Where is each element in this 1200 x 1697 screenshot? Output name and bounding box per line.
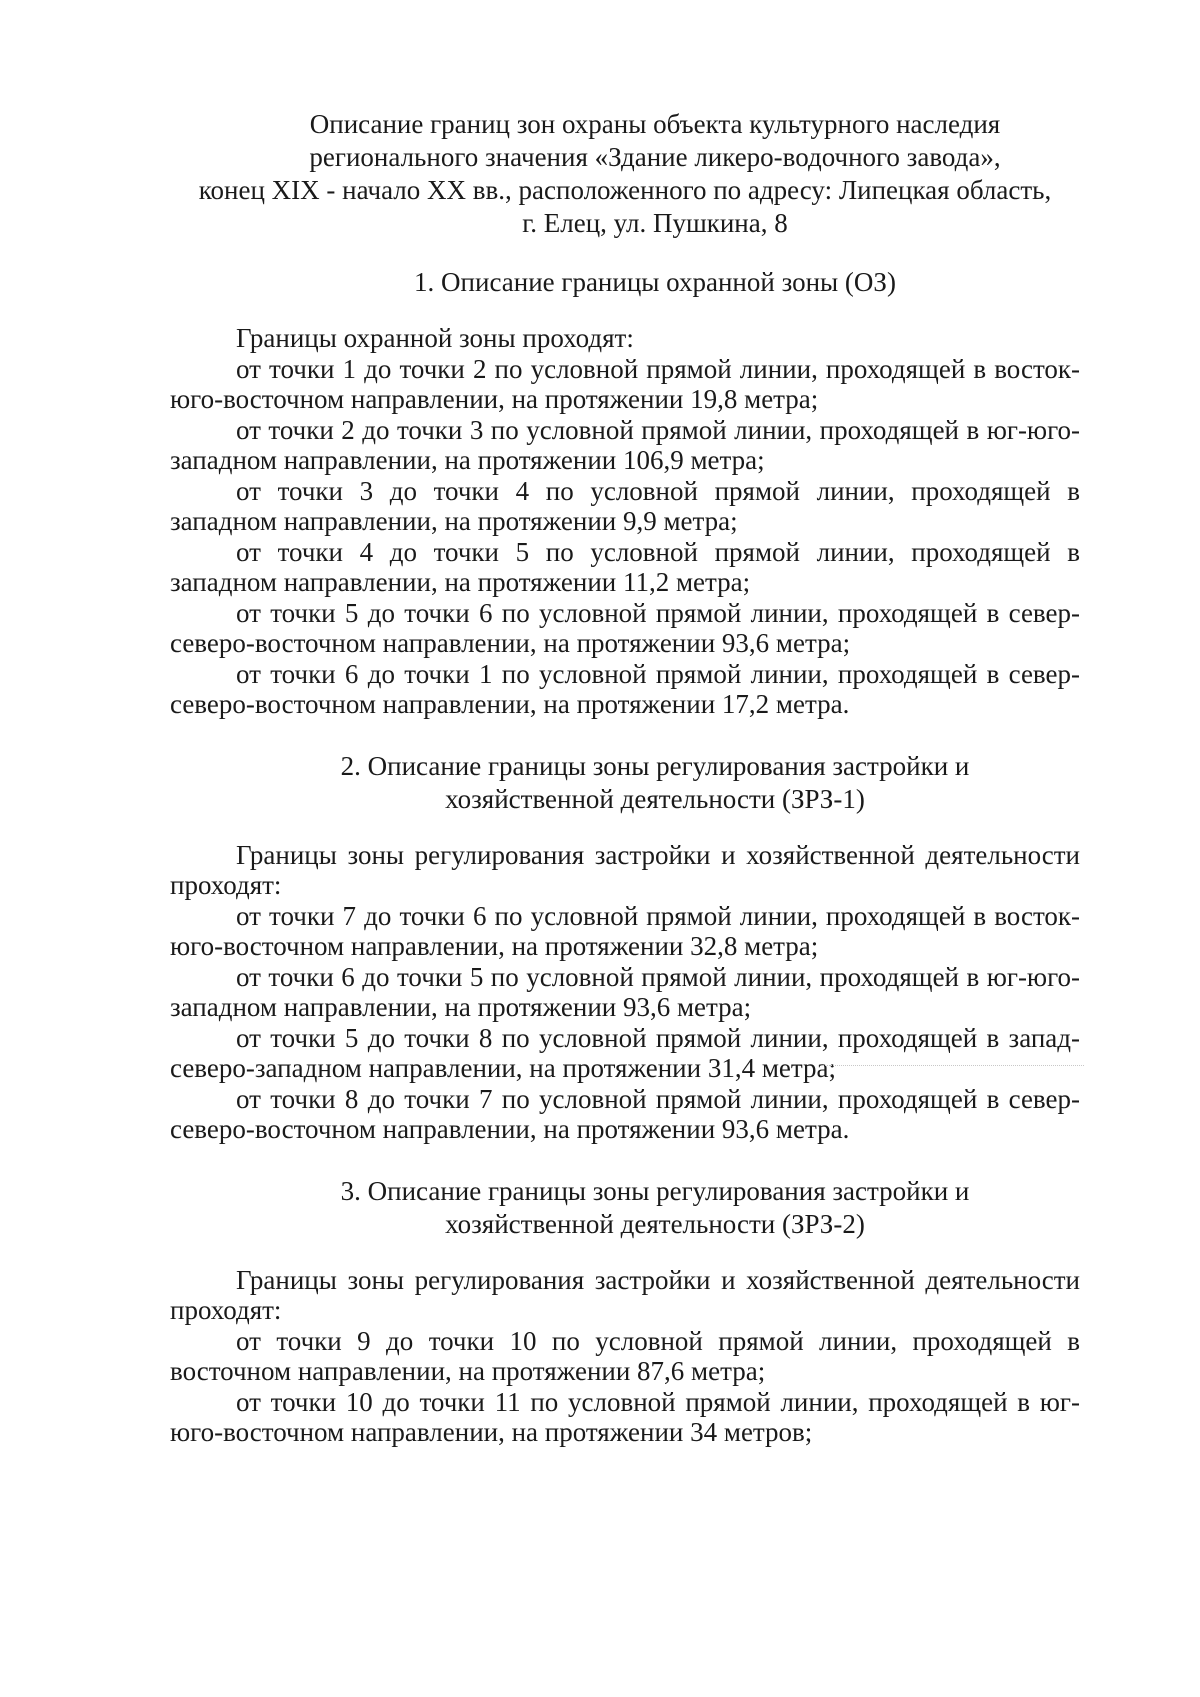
section-1-heading [170, 266, 1080, 299]
section-2-heading [170, 750, 1080, 816]
section-1-item: от точки 5 до точки 6 по условной прямой линии, проходящей в север-северо-восточном направлении, на протяжении 93,6 метра; [170, 597, 1080, 658]
document-title [170, 108, 1080, 240]
section-1-item: от точки 3 до точки 4 по условной прямой линии, проходящей в западном направлении, на протяжении 9,9 метра; [170, 475, 1080, 536]
section-heading-line: хозяйственной деятельности (ЗРЗ-1) [445, 783, 865, 814]
section-3-item: от точки 10 до точки 11 по условной прямой линии, проходящей в юг-юго-восточном направлении, на протяжении 34 метров; [170, 1386, 1080, 1447]
title-line: конец XIX - начало XX вв., расположенного по адресу: Липецкая область, [198, 175, 1052, 205]
section-heading-line: хозяйственной деятельности (ЗРЗ-2) [445, 1208, 865, 1239]
section-heading-line: 1. Описание границы охранной зоны (ОЗ) [414, 267, 896, 297]
section-3-intro: Границы зоны регулирования застройки и хозяйственной деятельности проходят: [170, 1264, 1080, 1325]
section-3-item: от точки 9 до точки 10 по условной прямой линии, проходящей в восточном направлении, на протяжении 87,6 метра; [170, 1325, 1080, 1386]
section-2-item: от точки 7 до точки 6 по условной прямой линии, проходящей в восток-юго-восточном направлении, на протяжении 32,8 метра; [170, 900, 1080, 961]
section-1-item: от точки 6 до точки 1 по условной прямой линии, проходящей в север-северо-восточном направлении, на протяжении 17,2 метра. [170, 658, 1080, 719]
section-2-item: от точки 6 до точки 5 по условной прямой линии, проходящей в юг-юго-западном направлении, на протяжении 93,6 метра; [170, 961, 1080, 1022]
section-1-item: от точки 1 до точки 2 по условной прямой линии, проходящей в восток-юго-восточном направлении, на протяжении 19,8 метра; [170, 353, 1080, 414]
title-line: Описание границ зон охраны объекта культурного наследия [309, 109, 1001, 139]
section-2-item: от точки 5 до точки 8 по условной прямой линии, проходящей в запад-северо-западном направлении, на протяжении 31,4 метра; [170, 1022, 1080, 1083]
section-3-heading [170, 1175, 1080, 1241]
section-heading-line: 3. Описание границы зоны регулирования застройки и [340, 1175, 970, 1206]
title-line: г. Елец, ул. Пушкина, 8 [522, 208, 788, 238]
scan-artifact-line [822, 1065, 1084, 1066]
title-line: регионального значения «Здание ликеро-водочного завода», [309, 142, 1001, 172]
section-heading-line: 2. Описание границы зоны регулирования застройки и [340, 750, 970, 781]
section-1-item: от точки 2 до точки 3 по условной прямой линии, проходящей в юг-юго-западном направлении, на протяжении 106,9 метра; [170, 414, 1080, 475]
section-1-intro: Границы охранной зоны проходят: [236, 323, 634, 353]
section-2-item: от точки 8 до точки 7 по условной прямой линии, проходящей в север-северо-восточном направлении, на протяжении 93,6 метра. [170, 1083, 1080, 1144]
section-1-item: от точки 4 до точки 5 по условной прямой линии, проходящей в западном направлении, на протяжении 11,2 метра; [170, 536, 1080, 597]
section-2-intro: Границы зоны регулирования застройки и хозяйственной деятельности проходят: [170, 839, 1080, 900]
